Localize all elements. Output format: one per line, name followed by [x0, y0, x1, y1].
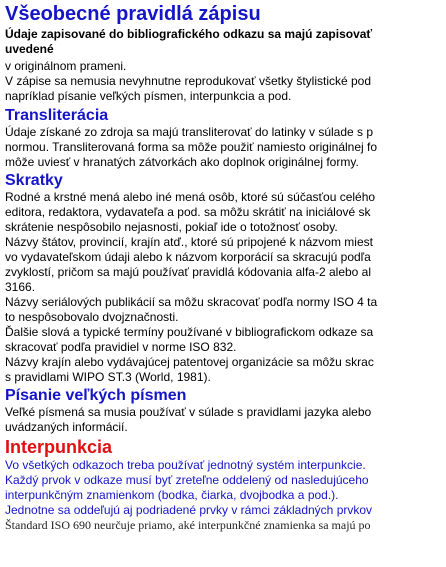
section-heading-interpunkcia: Interpunkcia	[5, 437, 113, 457]
paragraph-line: s pravidlami WIPO ST.3 (World, 1981).	[5, 370, 211, 384]
paragraph-line: Štandard ISO 690 neurčuje priamo, aké interpunkčné znamienka sa majú po	[5, 518, 371, 532]
page-title: Všeobecné pravidlá zápisu	[5, 3, 261, 25]
paragraph-line: Ďalšie slová a typické termíny používané v bibliografickom odkaze sa	[5, 325, 374, 339]
paragraph-line: skracovať podľa pravidiel v norme ISO 832.	[5, 340, 237, 354]
section-transliteracia	[5, 106, 446, 170]
paragraph-line: uvádzaných informácií.	[5, 420, 128, 434]
intro-line: v originálnom prameni.	[5, 59, 127, 73]
blue-paragraph-line: Vo všetkých odkazoch treba používať jednotný systém interpunkcie.	[5, 458, 366, 472]
section-skratky	[5, 171, 446, 385]
paragraph-line: Údaje získané zo zdroja sa majú transliterovať do latinky v súlade s p	[5, 125, 374, 139]
paragraph-line: Názvy štátov, provincií, krajín atď., ktoré sú pripojené k názvom miest	[5, 235, 373, 249]
paragraph-line: editora, redaktora, vydavateľa a pod. sa môžu skrátiť na iniciálové sk	[5, 205, 371, 219]
section-interpunkcia	[5, 437, 446, 533]
intro-line: V zápise sa nemusia nevyhnutne reprodukovať všetky štylistické pod	[5, 74, 372, 88]
paragraph-line: to nespôsobovalo dvojznačnosti.	[5, 310, 179, 324]
intro-bold-line-2: uvedené	[5, 42, 54, 56]
paragraph-line: skrátenie nespôsobilo nejasnosti, pokiaľ ide o totožnosť osoby.	[5, 220, 338, 234]
intro-line: napríklad písanie veľkých písmen, interpunkcia a pod.	[5, 89, 292, 103]
paragraph-line: 3166.	[5, 280, 36, 294]
intro-section	[5, 27, 446, 104]
paragraph-line: Veľké písmená sa musia používať v súlade s pravidlami jazyka alebo	[5, 405, 372, 419]
section-heading: Písanie veľkých písmen	[5, 387, 187, 404]
paragraph-line: vo vydavateľskom údaji alebo k názvom korporácií sa skracujú podľa	[5, 250, 371, 264]
paragraph-line: môže uviesť v hranatých zátvorkách ako doplnok originálnej formy.	[5, 155, 359, 169]
paragraph-line: normou. Transliterovaná forma sa môže použiť namiesto originálnej fo	[5, 140, 378, 154]
section-pisanie-velkych-pismen	[5, 386, 446, 435]
section-heading: Transliterácia	[5, 107, 109, 124]
paragraph-line: Názvy seriálových publikácií sa môžu skracovať podľa normy ISO 4 ta	[5, 295, 378, 309]
blue-paragraph-line: Jednotne sa oddeľujú aj podriadené prvky v rámci základných prvkov	[5, 503, 373, 517]
intro-bold-line-1: Údaje zapisované do bibliografického odkazu sa majú zapisovať	[5, 27, 373, 41]
section-heading: Skratky	[5, 172, 63, 189]
paragraph-line: zvyklostí, pričom sa majú používať pravidlá kódovania alfa-2 alebo al	[5, 265, 372, 279]
paragraph-line: Rodné a krstné mená alebo iné mená osôb, ktoré sú súčasťou celého	[5, 190, 376, 204]
blue-paragraph-line: interpunkčným znamienkom (bodka, čiarka, dvojbodka a pod.).	[5, 488, 339, 502]
paragraph-line: Názvy krajín alebo vydávajúcej patentovej organizácie sa môžu skrac	[5, 355, 374, 369]
blue-paragraph-line: Každý prvok v odkaze musí byť zreteľne oddelený od nasledujúceho	[5, 473, 369, 487]
